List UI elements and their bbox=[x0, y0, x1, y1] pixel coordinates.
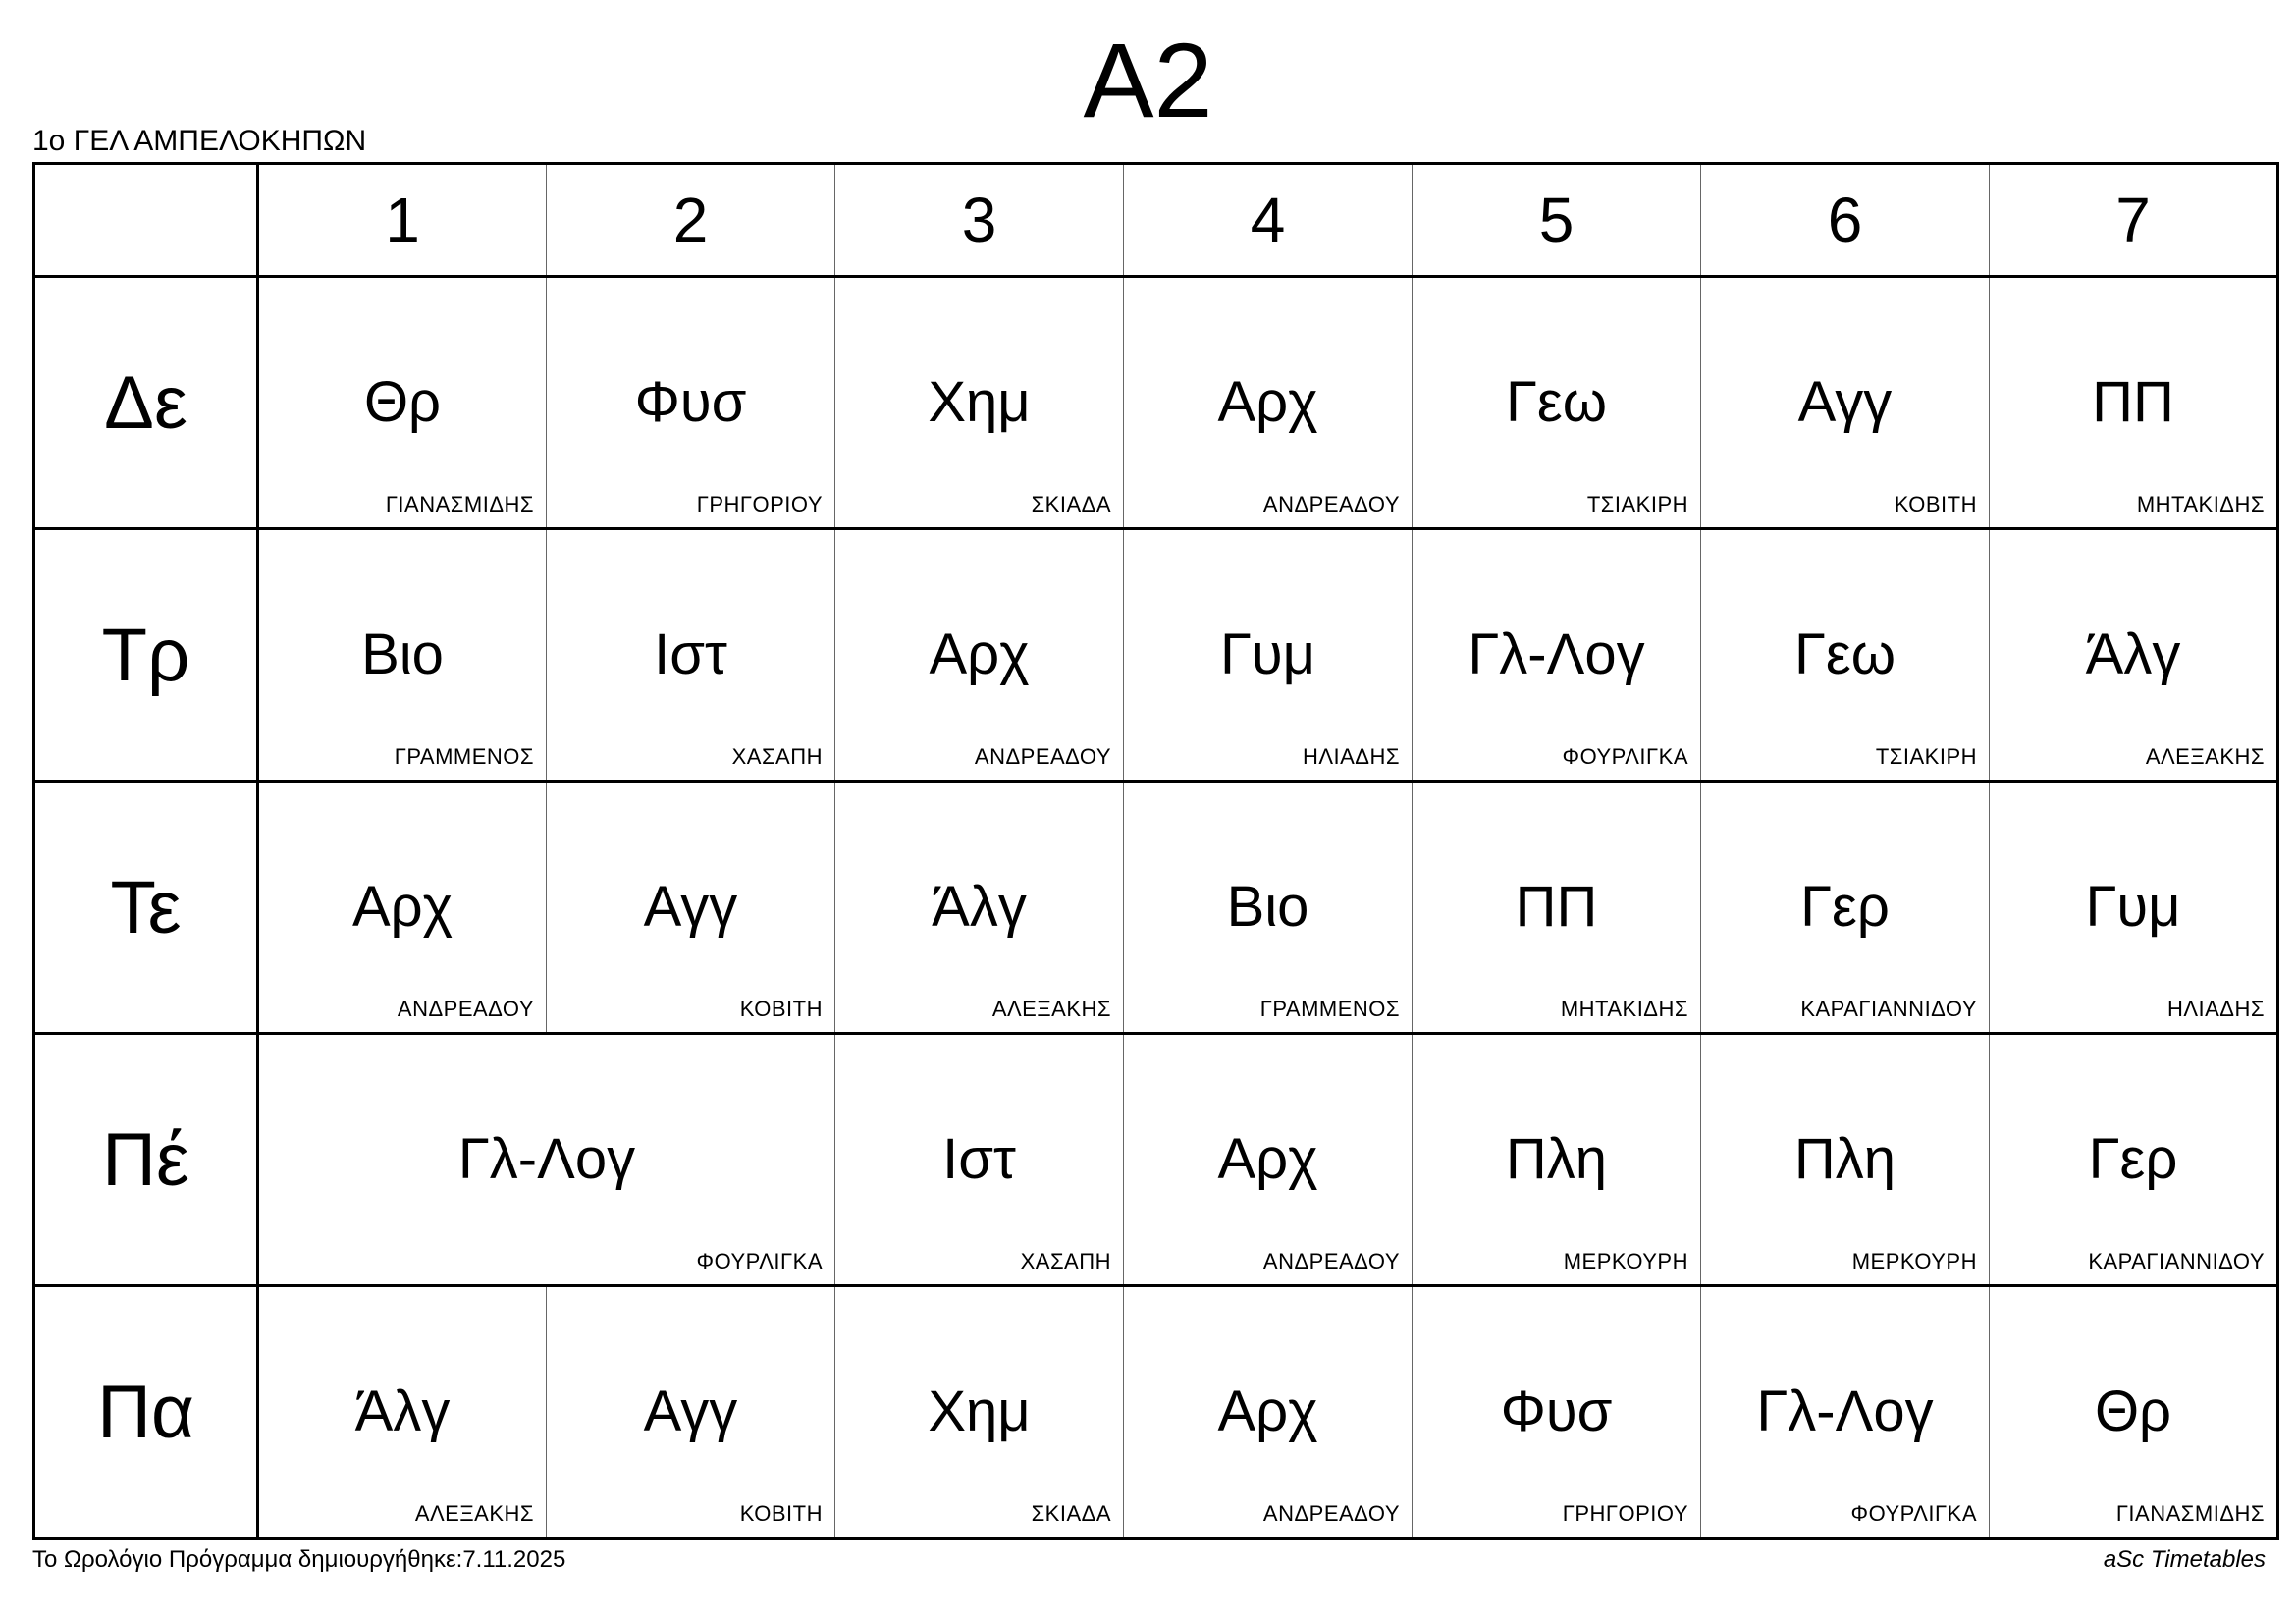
lesson-cell bbox=[258, 1286, 547, 1539]
teacher-label: ΧΑΣΑΠΗ bbox=[731, 744, 823, 769]
subject-label: Φυσ bbox=[1500, 1380, 1613, 1443]
subject-label: Γλ-Λογ bbox=[1468, 623, 1645, 686]
day-row bbox=[34, 1034, 2278, 1286]
subject-label: Αρχ bbox=[351, 875, 454, 939]
teacher-label: ΑΝΔΡΕΑΔΟΥ bbox=[1262, 492, 1400, 516]
corner-cell bbox=[34, 164, 258, 277]
lesson-cell bbox=[1990, 1034, 2278, 1286]
lesson-cell bbox=[1990, 1286, 2278, 1539]
teacher-label: ΑΛΕΞΑΚΗΣ bbox=[2145, 744, 2265, 769]
day-label: Πέ bbox=[34, 1034, 258, 1286]
day-row bbox=[34, 529, 2278, 782]
subject-label: Γλ-Λογ bbox=[1756, 1380, 1934, 1443]
subject-label: Άλγ bbox=[2085, 623, 2181, 686]
subject-label: Βιο bbox=[1226, 875, 1309, 939]
lesson-cell bbox=[1413, 277, 1701, 529]
subject-label: Γερ bbox=[1800, 875, 1890, 939]
teacher-label: ΦΟΥΡΛΙΓΚΑ bbox=[1562, 744, 1688, 769]
subject-label: Πλη bbox=[1505, 1127, 1608, 1191]
lesson-cell bbox=[835, 782, 1124, 1034]
brand-label: aSc Timetables bbox=[2103, 1546, 2266, 1573]
subject-label: Γερ bbox=[2088, 1127, 2178, 1191]
teacher-label: ΣΚΙΑΔΑ bbox=[1031, 1501, 1111, 1526]
lesson-cell bbox=[1990, 529, 2278, 782]
subject-label: Γεω bbox=[1505, 370, 1608, 434]
subject-label: Αγγ bbox=[643, 875, 738, 939]
lesson-cell bbox=[835, 529, 1124, 782]
lesson-cell bbox=[835, 1286, 1124, 1539]
lesson-cell bbox=[1413, 782, 1701, 1034]
day-row bbox=[34, 1286, 2278, 1539]
day-label: Δε bbox=[34, 277, 258, 529]
period-header: 1 bbox=[258, 164, 547, 277]
lesson-cell bbox=[1701, 1034, 1990, 1286]
teacher-label: ΑΛΕΞΑΚΗΣ bbox=[991, 997, 1111, 1021]
period-header: 4 bbox=[1124, 164, 1413, 277]
subject-label: Αγγ bbox=[643, 1380, 738, 1443]
lesson-cell bbox=[835, 277, 1124, 529]
subject-label: Αρχ bbox=[1217, 1380, 1318, 1443]
lesson-cell bbox=[258, 1034, 835, 1286]
created-date: Το Ωρολόγιο Πρόγραμμα δημιουργήθηκε:7.11.2025 bbox=[32, 1546, 566, 1573]
lesson-cell bbox=[1124, 1034, 1413, 1286]
lesson-cell bbox=[1413, 1286, 1701, 1539]
period-header: 7 bbox=[1990, 164, 2278, 277]
teacher-label: ΓΙΑΝΑΣΜΙΔΗΣ bbox=[2115, 1501, 2265, 1526]
lesson-cell bbox=[547, 529, 835, 782]
teacher-label: ΑΝΔΡΕΑΔΟΥ bbox=[397, 997, 534, 1021]
period-header: 5 bbox=[1413, 164, 1701, 277]
teacher-label: ΚΟΒΙΤΗ bbox=[739, 997, 823, 1021]
lesson-cell bbox=[258, 277, 547, 529]
teacher-label: ΚΟΒΙΤΗ bbox=[739, 1501, 823, 1526]
teacher-label: ΜΕΡΚΟΥΡΗ bbox=[1851, 1249, 1977, 1273]
subject-label: Άλγ bbox=[932, 875, 1027, 939]
lesson-cell bbox=[547, 277, 835, 529]
lesson-cell bbox=[258, 529, 547, 782]
subject-label: Γυμ bbox=[2085, 875, 2181, 939]
teacher-label: ΗΛΙΑΔΗΣ bbox=[1302, 744, 1400, 769]
teacher-label: ΑΝΔΡΕΑΔΟΥ bbox=[974, 744, 1111, 769]
subject-label: Ιστ bbox=[942, 1127, 1016, 1191]
subject-label: Θρ bbox=[2094, 1380, 2172, 1443]
teacher-label: ΜΗΤΑΚΙΔΗΣ bbox=[1560, 997, 1688, 1021]
school-name: 1ο ΓΕΛ ΑΜΠΕΛΟΚΗΠΩΝ bbox=[32, 125, 367, 157]
lesson-cell bbox=[547, 1286, 835, 1539]
teacher-label: ΓΡΑΜΜΕΝΟΣ bbox=[1259, 997, 1400, 1021]
lesson-cell bbox=[547, 782, 835, 1034]
lesson-cell bbox=[1701, 1286, 1990, 1539]
teacher-label: ΤΣΙΑΚΙΡΗ bbox=[1586, 492, 1688, 516]
teacher-label: ΣΚΙΑΔΑ bbox=[1031, 492, 1111, 516]
teacher-label: ΑΛΕΞΑΚΗΣ bbox=[414, 1501, 534, 1526]
lesson-cell bbox=[1701, 277, 1990, 529]
subject-label: ΠΠ bbox=[2092, 370, 2174, 434]
subject-label: Γλ-Λογ bbox=[457, 1127, 636, 1191]
subject-label: Αγγ bbox=[1797, 370, 1893, 434]
subject-label: Πλη bbox=[1793, 1127, 1896, 1191]
subject-label: Ιστ bbox=[654, 623, 727, 686]
day-row bbox=[34, 782, 2278, 1034]
teacher-label: ΧΑΣΑΠΗ bbox=[1020, 1249, 1111, 1273]
subject-label: Φυσ bbox=[634, 370, 747, 434]
subject-label: Αρχ bbox=[929, 623, 1030, 686]
teacher-label: ΚΑΡΑΓΙΑΝΝΙΔΟΥ bbox=[1800, 997, 1977, 1021]
teacher-label: ΓΡΑΜΜΕΝΟΣ bbox=[394, 744, 534, 769]
lesson-cell bbox=[258, 782, 547, 1034]
lesson-cell bbox=[1990, 782, 2278, 1034]
subject-label: Θρ bbox=[363, 370, 442, 434]
teacher-label: ΜΕΡΚΟΥΡΗ bbox=[1563, 1249, 1688, 1273]
timetable bbox=[32, 162, 2279, 1540]
lesson-cell bbox=[835, 1034, 1124, 1286]
teacher-label: ΑΝΔΡΕΑΔΟΥ bbox=[1262, 1501, 1400, 1526]
period-header: 2 bbox=[547, 164, 835, 277]
teacher-label: ΤΣΙΑΚΙΡΗ bbox=[1875, 744, 1977, 769]
teacher-label: ΑΝΔΡΕΑΔΟΥ bbox=[1262, 1249, 1400, 1273]
header-row bbox=[34, 164, 2278, 277]
teacher-label: ΜΗΤΑΚΙΔΗΣ bbox=[2136, 492, 2265, 516]
day-row bbox=[34, 277, 2278, 529]
day-label: Τρ bbox=[34, 529, 258, 782]
day-label: Τε bbox=[34, 782, 258, 1034]
period-header: 3 bbox=[835, 164, 1124, 277]
lesson-cell bbox=[1990, 277, 2278, 529]
teacher-label: ΗΛΙΑΔΗΣ bbox=[2166, 997, 2265, 1021]
lesson-cell bbox=[1124, 277, 1413, 529]
subject-label: Αρχ bbox=[1217, 1127, 1318, 1191]
subject-label: Χημ bbox=[928, 370, 1031, 434]
subject-label: ΠΠ bbox=[1515, 875, 1598, 939]
teacher-label: ΓΡΗΓΟΡΙΟΥ bbox=[1562, 1501, 1688, 1526]
subject-label: Βιο bbox=[361, 623, 444, 686]
teacher-label: ΚΟΒΙΤΗ bbox=[1894, 492, 1977, 516]
lesson-cell bbox=[1413, 529, 1701, 782]
lesson-cell bbox=[1413, 1034, 1701, 1286]
teacher-label: ΓΙΑΝΑΣΜΙΔΗΣ bbox=[385, 492, 534, 516]
lesson-cell bbox=[1124, 1286, 1413, 1539]
subject-label: Άλγ bbox=[354, 1380, 451, 1443]
subject-label: Γυμ bbox=[1219, 623, 1316, 686]
teacher-label: ΓΡΗΓΟΡΙΟΥ bbox=[696, 492, 823, 516]
subject-label: Χημ bbox=[928, 1380, 1031, 1443]
subject-label: Γεω bbox=[1793, 623, 1896, 686]
teacher-label: ΦΟΥΡΛΙΓΚΑ bbox=[696, 1249, 823, 1273]
lesson-cell bbox=[1124, 529, 1413, 782]
teacher-label: ΦΟΥΡΛΙΓΚΑ bbox=[1850, 1501, 1977, 1526]
page-title: A2 bbox=[1083, 21, 1213, 139]
lesson-cell bbox=[1701, 529, 1990, 782]
subject-label: Αρχ bbox=[1217, 370, 1318, 434]
period-header: 6 bbox=[1701, 164, 1990, 277]
teacher-label: ΚΑΡΑΓΙΑΝΝΙΔΟΥ bbox=[2088, 1249, 2265, 1273]
lesson-cell bbox=[1124, 782, 1413, 1034]
day-label: Πα bbox=[34, 1286, 258, 1539]
lesson-cell bbox=[1701, 782, 1990, 1034]
